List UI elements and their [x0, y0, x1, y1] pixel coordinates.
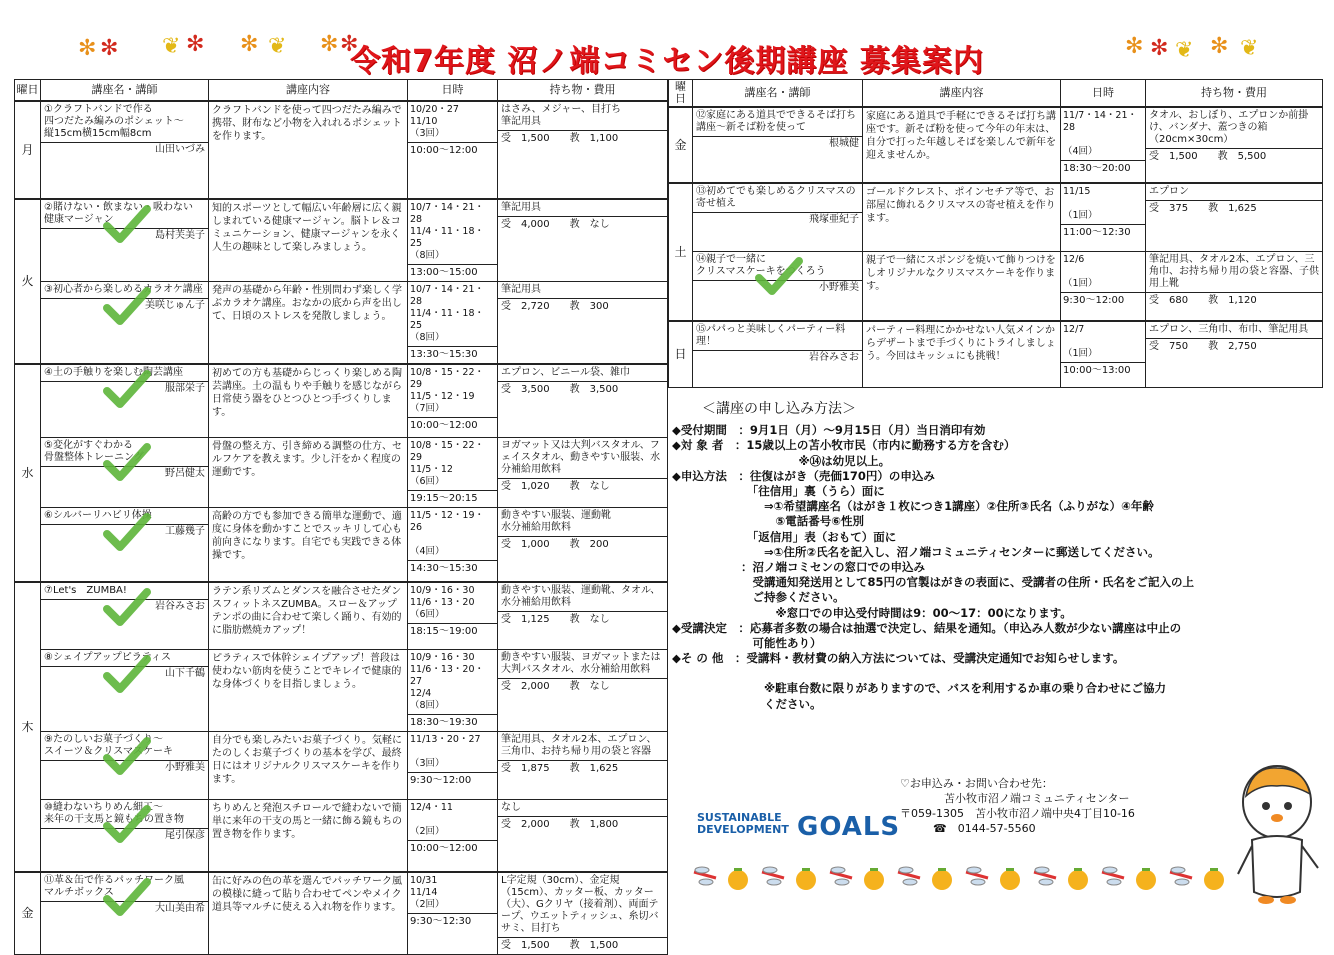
application-method — [672, 402, 1322, 712]
course-name: ⑭親子で一緒に クリスマスケーキをつくろう — [693, 252, 862, 280]
course-dates: 12/7 （1回） — [1063, 324, 1098, 359]
application-line: ◆受講決定 ：応募者多数の場合は抽選で決定し、結果を通知。（申込み人数が少ない講座は中止の — [672, 620, 1182, 635]
header-items: 持ち物・費用 — [498, 80, 668, 101]
checkmark-icon — [103, 286, 151, 326]
maple-leaf-icon: ✻ — [340, 32, 359, 57]
course-fee: 受 1,020 教 なし — [498, 478, 667, 495]
maple-leaf-icon: ✻ — [240, 32, 259, 57]
course-dates: 10/9・16・30 11/6・13・20・27 12/4 （8回） — [410, 652, 485, 711]
course-name: ⑤変化がすぐわかる 骨盤整体トレーニング — [41, 438, 208, 466]
maple-leaf-icon: ❦ — [162, 34, 181, 59]
course-time: 10:00～12:00 — [408, 840, 497, 857]
checkmark-icon — [103, 804, 151, 844]
course-row — [15, 438, 668, 508]
course-items: はさみ、メジャー、目打ち 筆記用具 — [501, 103, 621, 127]
course-items: エプロン、三角巾、布巾、筆記用具 — [1149, 324, 1309, 335]
dragonfly-persimmon-strip — [684, 858, 1244, 898]
course-row — [669, 251, 1323, 321]
application-line: ※窓口での申込受付時間は9：00～17：00になります。 — [672, 605, 1072, 620]
checkmark-icon — [755, 256, 803, 296]
application-line: ください。 — [672, 696, 822, 711]
course-fee: 受 2,000 教 1,800 — [498, 816, 667, 833]
maple-leaf-icon: ✻ — [1150, 36, 1169, 61]
course-items: L字定規（30cm）、金定規（15cm）、カッター板、カッター（大）、Gクリヤ（接着剤）、両面テープ、ウエットティッシュ、糸切バサミ、目打ち — [501, 874, 659, 934]
course-fee: 受 750 教 2,750 — [1146, 338, 1322, 355]
course-row — [15, 800, 668, 872]
course-fee: 受 1,500 教 5,500 — [1146, 148, 1322, 165]
course-name: ⑬初めてでも楽しめるクリスマスの寄せ植え — [696, 186, 856, 209]
course-time: 19:15～20:15 — [408, 490, 497, 507]
maple-leaf-icon: ✻ — [320, 32, 339, 57]
application-line: ◆対 象 者 ：15歳以上の苫小牧市民（市内に勤務する方を含む） — [672, 438, 1016, 453]
course-name: ⑨たのしいお菓子づくり～ スイーツ＆クリスマスケーキ — [41, 732, 208, 760]
course-description: 自分でも楽しみたいお菓子づくり。気軽にたのしくお菓子づくりの基本を学び、最終日にはオリジナルクリスマスケーキを作ります。 — [209, 732, 408, 800]
header-day: 曜日 — [15, 80, 41, 101]
course-time: 18:15～19:00 — [408, 623, 497, 640]
application-line: ◆そ の 他 ：受講料・教材費の納入方法については、受講決定通知でお知らせします。 — [672, 651, 1125, 666]
checkmark-icon — [103, 512, 151, 552]
course-name: ⑧シェイプアップピラティス — [41, 650, 208, 666]
course-fee: 受 1,875 教 1,625 — [498, 760, 667, 777]
application-line — [672, 666, 1322, 681]
course-name: ⑦Let's ZUMBA! — [41, 583, 208, 599]
teacher-name: 服部栄子 — [41, 381, 208, 396]
course-items: エプロン — [1149, 186, 1189, 197]
contact-line: ☎ 0144-57-5560 — [900, 822, 1036, 835]
right-course-table — [668, 79, 1323, 388]
sdg-text: SUSTAINABLE — [697, 811, 782, 824]
application-line: ※⑭は幼児以上。 — [672, 453, 891, 468]
course-fee: 受 1,000 教 200 — [498, 536, 667, 553]
application-line: ◆申込方法 ：往復はがき（売価170円）の申込み — [672, 468, 935, 483]
course-time: 14:30～15:30 — [408, 560, 497, 577]
course-dates: 12/4・11 （2回） — [410, 802, 453, 837]
checkmark-icon — [103, 442, 151, 482]
course-time: 11:00～12:30 — [1061, 224, 1145, 241]
contact-info — [900, 776, 1135, 836]
course-items: 筆記用具 — [501, 283, 541, 295]
course-fee: 受 2,720 教 300 — [498, 298, 667, 315]
course-dates: 10/7・14・21・28 11/4・11・18・25 （8回） — [410, 283, 485, 343]
mascot-character-icon — [1232, 762, 1322, 908]
course-items: 筆記用具、タオル2本、エプロン、三角巾、お持ち帰り用の袋と容器、子供用上靴 — [1149, 253, 1319, 289]
course-fee: 受 4,000 教 なし — [498, 216, 667, 233]
teacher-name: 山田いづみ — [41, 142, 208, 157]
course-items: 動きやすい服装、ヨガマットまたは大判バスタオル、水分補給用飲料 — [501, 652, 661, 675]
course-name: ③初心者から楽しめるカラオケ講座 — [41, 282, 208, 298]
day-cell: 金 — [669, 107, 693, 183]
teacher-name: 大山美由希 — [41, 901, 208, 916]
course-dates: 10/8・15・22・29 11/5・12・19 （7回） — [410, 366, 485, 414]
maple-leaf-icon: ✻ — [78, 36, 97, 61]
course-time: 10:00～12:00 — [408, 417, 497, 434]
course-fee: 受 680 教 1,120 — [1146, 292, 1322, 309]
teacher-name: 小野雅美 — [693, 280, 862, 295]
teacher-name: 工藤幾子 — [41, 524, 208, 539]
teacher-name: 小野雅美 — [41, 760, 208, 775]
application-line: ⇒①希望講座名（はがき１枚につき1講座）②住所③氏名（ふりがな）④年齢 — [672, 499, 1154, 514]
course-fee: 受 3,500 教 3,500 — [498, 381, 667, 398]
course-items: ヨガマット又は大判バスタオル、フェイスタオル、動きやすい服装、水分補給用飲料 — [501, 440, 661, 475]
contact-line: 苫小牧市沼ノ端コミュニティセンター — [900, 792, 1130, 805]
maple-leaf-icon: ❦ — [1175, 38, 1194, 63]
checkmark-icon — [103, 369, 151, 409]
course-description: 骨盤の整え方、引き締める調整の仕方、セルフケアを教えます。少し汗をかく程度の運動です。 — [209, 438, 408, 508]
course-dates: 10/20・27 11/10 （3回） — [410, 103, 459, 139]
course-dates: 11/7・14・21・28 （4回） — [1063, 110, 1138, 157]
contact-line: 〒059-1305 苫小牧市沼ノ端中央4丁目10-16 — [900, 807, 1135, 820]
course-items: なし — [501, 802, 521, 813]
maple-leaf-icon: ✻ — [1125, 34, 1144, 59]
application-line: ◆受付期間 ：9月1日（月）～9月15日（月）当日消印有効 — [672, 423, 986, 438]
course-dates: 11/13・20・27 （3回） — [410, 734, 481, 769]
page-title: 令和7年度 沼ノ端コミセン後期講座 募集案内 — [350, 44, 984, 79]
course-row — [669, 107, 1323, 183]
day-cell: 日 — [669, 321, 693, 387]
day-cell: 木 — [15, 582, 41, 872]
maple-leaf-icon: ❦ — [268, 34, 287, 59]
teacher-name: 美咲じゅん子 — [41, 298, 208, 313]
course-description: ゴールドクレスト、ポインセチア等で、お部屋に飾れるクリスマスの寄せ植えを作ります。 — [863, 183, 1061, 251]
course-time: 9:30～12:00 — [408, 772, 497, 789]
course-row — [15, 364, 668, 438]
course-time: 13:00～15:00 — [408, 264, 497, 281]
course-description: 発声の基礎から年齢・性別問わず楽しく学ぶカラオケ講座。おなかの底から声を出して、日頃のストレスを発散しましょう。 — [209, 281, 408, 364]
day-cell: 水 — [15, 364, 41, 582]
maple-leaf-icon: ❦ — [1240, 36, 1259, 61]
header-content: 講座内容 — [209, 80, 408, 101]
course-dates: 10/9・16・30 11/6・13・20 （6回） — [410, 584, 475, 620]
course-name: ②賭けない・飲まない・吸わない 健康マージャン — [41, 200, 208, 228]
sdg-goals-text: GOALS — [797, 812, 901, 842]
teacher-name: 島村芙美子 — [41, 228, 208, 243]
course-name: ⑫家庭にある道具でできるそば打ち講座～新そば粉を使って — [696, 110, 856, 133]
header-day: 曜日 — [669, 80, 693, 108]
sdg-logo — [697, 811, 901, 842]
teacher-name: 山下千鶴 — [41, 666, 208, 681]
course-items: タオル、おしぼり、エプロンか前掛け、バンダナ、蓋つきの箱（20cm×30cm） — [1149, 110, 1309, 145]
course-description: ラテン系リズムとダンスを融合させたダンスフィットネスZUMBA。スロー＆アップテンポの曲に合わせて楽しく踊り、有効的に脂肪燃焼カアップ！ — [209, 582, 408, 650]
course-row — [15, 101, 668, 199]
course-fee: 受 1,125 教 なし — [498, 611, 667, 628]
course-time: 18:30～20:00 — [1061, 160, 1145, 177]
course-description: 知的スポーツとして幅広い年齢層に広く親しまれている健康マージャン。脳トレ＆コミュニケーション、健康マージャンを永く人生の趣味として楽しみましょう。 — [209, 199, 408, 282]
application-line: 受講通知発送用として85円の官製はがきの表面に、受講者の住所・氏名をご記入の上 — [672, 575, 1194, 590]
course-row — [15, 281, 668, 364]
course-description: 缶に好みの色の革を選んでパッチワーク風の模様に縫って貼り合わせてペンやメイク道具等マルチに使える入れ物を作ります。 — [209, 872, 408, 955]
day-cell: 月 — [15, 101, 41, 199]
course-fee: 受 1,500 教 1,500 — [498, 937, 667, 954]
course-time: 13:30～15:30 — [408, 346, 497, 363]
course-description: 家庭にある道具で手軽にできるそば打ち講座です。新そば粉を使って今年の年末は、自分で打った年越しそばを楽しんで新年を迎えませんか。 — [863, 107, 1061, 183]
application-heading: ＜講座の申し込み方法＞ — [702, 401, 856, 417]
course-row — [15, 872, 668, 955]
course-items: 筆記用具、タオル2本、エプロン、三角巾、お持ち帰り用の袋と容器 — [501, 734, 657, 757]
application-line: ⇒①住所②氏名を記入し、沼ノ端コミュニティセンターに郵送してください。 — [672, 544, 1160, 559]
header-date: 日時 — [408, 80, 498, 101]
header-name: 講座名・講師 — [41, 80, 209, 101]
header-date: 日時 — [1061, 80, 1146, 108]
course-description: ピラティスで体幹シェイプアップ！普段は使わない筋肉を使うことでキレイで健康的な身体づくりを目指しましょう。 — [209, 650, 408, 732]
application-line: 「往信用」裏（うら）面に — [672, 484, 885, 499]
course-items: 筆記用具 — [501, 201, 541, 213]
course-row — [15, 582, 668, 650]
checkmark-icon — [103, 587, 151, 627]
checkmark-icon — [103, 736, 151, 776]
course-row — [15, 732, 668, 800]
maple-leaf-icon: ✻ — [186, 32, 205, 57]
sdg-text: DEVELOPMENT — [697, 823, 789, 836]
course-description: クラフトバンドを使って四つだたみ編みで携帯、財布など小物を入れれるポシェットを作ります。 — [209, 101, 408, 199]
day-cell: 金 — [15, 872, 41, 955]
application-line: ：沼ノ端コミセンの窓口での申込み — [672, 560, 925, 575]
course-row — [669, 183, 1323, 251]
course-time: 18:30～19:30 — [408, 714, 497, 731]
header-items: 持ち物・費用 — [1146, 80, 1323, 108]
application-line: 可能性あり） — [672, 636, 822, 651]
day-cell: 火 — [15, 199, 41, 364]
teacher-name: 飛塚亜紀子 — [693, 212, 862, 227]
teacher-name: 尾引保彦 — [41, 828, 208, 843]
course-dates: 12/6 （1回） — [1063, 253, 1098, 289]
course-row — [15, 650, 668, 732]
course-fee: 受 2,000 教 なし — [498, 678, 667, 695]
course-dates: 10/7・14・21・28 11/4・11・18・25 （8回） — [410, 201, 485, 261]
checkmark-icon — [103, 654, 151, 694]
course-items: エプロン、ビニール袋、雑巾 — [501, 366, 630, 378]
course-items: 動きやすい服装、運動靴 水分補給用飲料 — [501, 510, 611, 533]
application-line: ⑤電話番号⑥性別 — [672, 514, 864, 529]
left-course-table — [14, 79, 668, 955]
course-time: 9:30～12:30 — [408, 913, 497, 930]
maple-leaf-icon: ✻ — [1210, 34, 1229, 59]
teacher-name: 根城健 — [693, 136, 862, 151]
teacher-name: 岩谷みさお — [693, 350, 862, 365]
checkmark-icon — [103, 204, 151, 244]
course-name: ①クラフトバンドで作る 四つだたみ編みのポシェット～ 縦15cm横15cm幅8cm — [44, 103, 184, 139]
course-row — [669, 321, 1323, 387]
course-dates: 10/8・15・22・29 11/5・12 （6回） — [410, 440, 485, 487]
course-description: 親子で一緒にスポンジを焼いて飾りつけをしオリジナルなクリスマスケーキを作ります。 — [863, 251, 1061, 321]
course-fee: 受 375 教 1,625 — [1146, 200, 1322, 217]
teacher-name: 岩谷みさお — [41, 599, 208, 614]
course-name: ⑮パパっと美味しくパーティー料理！ — [696, 324, 846, 347]
course-time: 9:30～12:00 — [1061, 292, 1145, 309]
course-items: 動きやすい服装、運動靴、タオル、水分補給用飲料 — [501, 584, 661, 608]
contact-line: ♡お申込み・お問い合わせ先： — [900, 777, 1053, 790]
course-name: ⑥シルバーリハビリ体操 — [41, 508, 208, 524]
course-row — [15, 199, 668, 282]
course-name: ④土の手触りを楽しむ陶芸講座 — [41, 365, 208, 381]
maple-leaf-icon: ✻ — [100, 36, 119, 61]
application-line: ※駐車台数に限りがありますので、バスを利用するか車の乗り合わせにご協力 — [672, 681, 1166, 696]
header-name: 講座名・講師 — [693, 80, 863, 108]
course-description: 初めての方も基礎からじっくり楽しめる陶芸講座。土の温もりや手触りを感じながら日常使う器をひとつひとつ手づくりします。 — [209, 364, 408, 438]
course-description: 高齢の方でも参加できる簡単な運動で、適度に身体を動かすことでスッキリして心も前向きになります。自宅でも実践できる体操です。 — [209, 508, 408, 582]
course-dates: 11/5・12・19・26 （4回） — [410, 510, 485, 557]
checkmark-icon — [103, 877, 151, 917]
course-name: ⑪革＆缶で作るパッチワーク風 マルチボックス — [41, 873, 208, 901]
header-content: 講座内容 — [863, 80, 1061, 108]
course-description: ちりめんと発泡スチロールで縫わないで簡単に来年の干支の馬と一緒に飾る鏡もちの置き物を作ります。 — [209, 800, 408, 872]
course-description: パーティー料理にかかせない人気メインからデザートまで手づくりにトライしましょう。今回はキッシュにも挑戦！ — [863, 321, 1061, 387]
course-dates: 10/31 11/14 （2回） — [410, 874, 445, 910]
course-dates: 11/15 （1回） — [1063, 186, 1098, 221]
application-line: 「返信用」表（おもて）面に — [672, 529, 897, 544]
application-line: ご持参ください。 — [672, 590, 845, 605]
course-time: 10:00～12:00 — [408, 142, 497, 159]
course-name: ⑩縫わないちりめん細工～ 来年の干支馬と鏡もちの置き物 — [41, 800, 208, 828]
course-time: 10:00～13:00 — [1061, 362, 1145, 379]
teacher-name: 野呂健太 — [41, 466, 208, 481]
day-cell: 土 — [669, 183, 693, 321]
course-fee: 受 1,500 教 1,100 — [498, 130, 667, 147]
course-row — [15, 508, 668, 582]
